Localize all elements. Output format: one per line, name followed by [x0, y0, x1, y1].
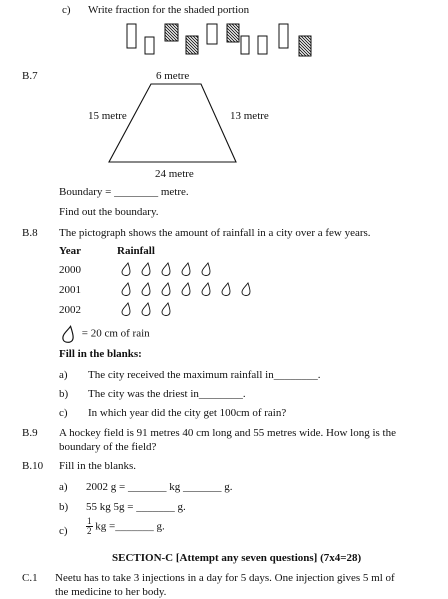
raindrop-icon	[240, 282, 252, 296]
question-number-b8: B.8	[22, 227, 38, 239]
b10-c-label: c)	[59, 525, 68, 537]
pictograph-year-header: Year	[59, 245, 81, 257]
pictograph-year-2000: 2000	[59, 264, 81, 276]
trapezium-top-label: 6 metre	[156, 70, 190, 82]
b8-a-text: The city received the maximum rainfall in________.	[88, 369, 321, 381]
b8-a-label: a)	[59, 369, 68, 381]
b10-c-expression	[86, 517, 165, 536]
raindrop-icon	[120, 262, 132, 276]
raindrop-icon	[180, 282, 192, 296]
unshaded-rect	[279, 24, 288, 48]
pictograph-year-2001: 2001	[59, 284, 81, 296]
b8-c-text: In which year did the city get 100cm of rain?	[88, 407, 287, 419]
legend-text: = 20 cm of rain	[81, 327, 150, 340]
boundary-line	[59, 186, 189, 198]
find-boundary-text: Find out the boundary.	[59, 206, 159, 218]
raindrop-icon	[120, 282, 132, 296]
question-c-text: Write fraction for the shaded portion	[88, 4, 250, 16]
unshaded-rect	[258, 36, 267, 54]
b8-question-text: The pictograph shows the amount of rainfall in a city over a few years.	[59, 227, 371, 239]
raindrop-icon	[140, 282, 152, 296]
pictograph-row-2002	[120, 302, 180, 316]
boundary-blank: ________	[114, 186, 159, 198]
b10-text: Fill in the blanks.	[59, 460, 136, 472]
b10-c-text: kg =_______ g.	[95, 520, 165, 533]
raindrop-icon	[200, 282, 212, 296]
unshaded-rect	[241, 36, 249, 54]
raindrop-icon	[160, 302, 172, 316]
unshaded-rect	[145, 37, 154, 54]
half-fraction	[86, 517, 93, 536]
b8-b-text: The city was the driest in________.	[88, 388, 246, 400]
boundary-prefix: Boundary =	[59, 186, 112, 198]
raindrop-icon	[160, 262, 172, 276]
raindrop-icon	[60, 325, 76, 343]
c1-line-2: the medicine to her body.	[55, 586, 167, 598]
trapezium-figure	[104, 82, 244, 166]
raindrop-icon	[120, 302, 132, 316]
trapezium-bottom-label: 24 metre	[155, 168, 194, 180]
b10-a-text: 2002 g = _______ kg _______ g.	[86, 481, 233, 493]
question-number-b9: B.9	[22, 427, 38, 439]
trapezium-left-label: 15 metre	[88, 110, 127, 122]
pictograph-legend	[60, 325, 150, 343]
pictograph-row-2000	[120, 262, 220, 276]
shaded-fraction-figure	[125, 22, 315, 58]
fraction-numerator: 1	[87, 516, 92, 526]
raindrop-icon	[180, 262, 192, 276]
pictograph-rainfall-header: Rainfall	[117, 245, 155, 257]
trapezium-right-label: 13 metre	[230, 110, 269, 122]
b10-b-label: b)	[59, 501, 69, 513]
raindrop-icon	[220, 282, 232, 296]
fraction-denominator: 2	[87, 526, 92, 536]
shaded-rect	[227, 24, 239, 42]
shaded-rect	[165, 24, 178, 41]
raindrop-icon	[140, 262, 152, 276]
question-number-b10: B.10	[22, 460, 44, 472]
b8-c-label: c)	[59, 407, 68, 419]
b9-line-2: boundary of the field?	[59, 441, 157, 453]
question-number-b7: B.7	[22, 70, 38, 82]
b9-line-1: A hockey field is 91 metres 40 cm long and 55 metres wide. How long is the	[59, 427, 396, 439]
pictograph-year-2002: 2002	[59, 304, 81, 316]
b10-a-label: a)	[59, 481, 68, 493]
unshaded-rect	[207, 24, 217, 44]
shaded-rect	[299, 36, 311, 56]
unshaded-rect	[127, 24, 136, 48]
boundary-suffix: metre.	[160, 186, 189, 198]
question-number-c1: C.1	[22, 572, 38, 584]
raindrop-icon	[140, 302, 152, 316]
raindrop-icon	[160, 282, 172, 296]
section-c-heading: SECTION-C [Attempt any seven questions] (7x4=28)	[112, 552, 362, 564]
fill-blanks-title: Fill in the blanks:	[59, 348, 142, 360]
b10-b-text: 55 kg 5g = _______ g.	[86, 501, 186, 513]
raindrop-icon	[200, 262, 212, 276]
b8-b-label: b)	[59, 388, 69, 400]
c1-line-1: Neetu has to take 3 injections in a day for 5 days. One injection gives 5 ml of	[55, 572, 395, 584]
shaded-rect	[186, 36, 198, 54]
pictograph-row-2001	[120, 282, 260, 296]
question-c-label: c)	[62, 4, 71, 16]
